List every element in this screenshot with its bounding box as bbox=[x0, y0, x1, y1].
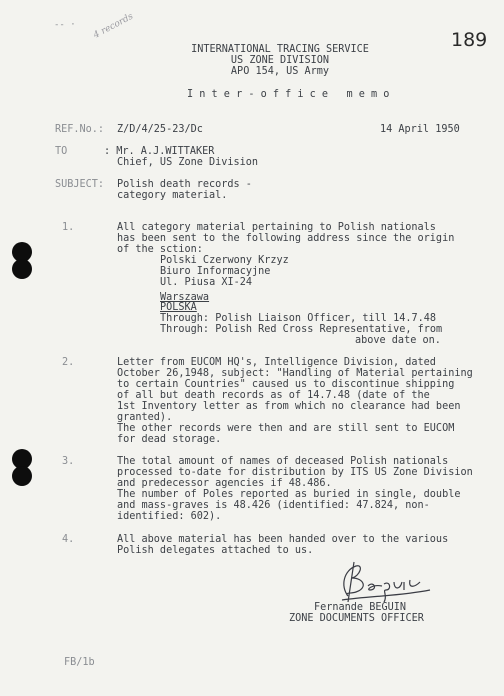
to-line-2: Chief, US Zone Division bbox=[117, 157, 259, 168]
item-2-line: Letter from EUCOM HQ's, Intelligence Division, dated bbox=[117, 357, 436, 368]
signatory-name: Fernande BEGUIN bbox=[314, 602, 407, 613]
ref-value: Z/D/4/25-23/Dc bbox=[117, 124, 203, 135]
punch-hole-4 bbox=[12, 466, 32, 486]
item-4-number: 4. bbox=[62, 534, 75, 545]
item-2-line: for dead storage. bbox=[117, 434, 222, 445]
item-1-number: 1. bbox=[62, 222, 75, 233]
item-2-line: 1st Inventory letter as from which no clearance had been bbox=[117, 401, 461, 412]
item-4-line: Polish delegates attached to us. bbox=[117, 545, 314, 556]
item-3-line: The total amount of names of deceased Polish nationals bbox=[117, 456, 449, 467]
through-line: Through: Polish Red Cross Representative, from bbox=[160, 324, 443, 335]
page-number: 189 bbox=[451, 29, 488, 51]
item-2-line: October 26,1948, subject: "Handling of Material pertaining bbox=[117, 368, 473, 379]
to-line-1: : Mr. A.J.WITTAKER bbox=[104, 146, 215, 157]
item-2-line: of all but death records as of 14.7.48 (date of the bbox=[117, 390, 430, 401]
item-3-line: processed to-date for distribution by ITS US Zone Division bbox=[117, 467, 473, 478]
subject-line-2: category material. bbox=[117, 190, 228, 201]
item-3-line: and mass-graves is 48.426 (identified: 47.824, non- bbox=[117, 500, 430, 511]
item-3-line: and predecessor agencies if 48.486. bbox=[117, 478, 332, 489]
address-country: POLSKA bbox=[160, 302, 197, 313]
subject-label: SUBJECT: bbox=[55, 179, 105, 190]
footer-initials: FB/1b bbox=[64, 657, 95, 668]
item-2-number: 2. bbox=[62, 357, 75, 368]
header-apo: APO 154, US Army bbox=[230, 66, 330, 77]
signatory-title: ZONE DOCUMENTS OFFICER bbox=[289, 613, 424, 624]
header-org: INTERNATIONAL TRACING SERVICE bbox=[191, 44, 369, 55]
item-3-number: 3. bbox=[62, 456, 75, 467]
to-label: TO bbox=[55, 146, 68, 157]
item-4-line: All above material has been handed over to the various bbox=[117, 534, 449, 545]
item-2-line: The other records were then and are still sent to EUCOM bbox=[117, 423, 455, 434]
header-division: US ZONE DIVISION bbox=[230, 55, 330, 66]
item-2-line: to certain Countries" caused us to discontinue shipping bbox=[117, 379, 455, 390]
item-1-line: of the sction: bbox=[117, 244, 203, 255]
item-1-line: has been sent to the following address since the origin bbox=[117, 233, 455, 244]
address-line: Ul. Piusa XI-24 bbox=[160, 277, 253, 288]
through-line: above date on. bbox=[355, 335, 441, 346]
subject-line-1: Polish death records - bbox=[117, 179, 252, 190]
address-line: Polski Czerwony Krzyz bbox=[160, 255, 289, 266]
ref-label: REF.No.: bbox=[55, 124, 105, 135]
punch-hole-2 bbox=[12, 259, 32, 279]
item-2-line: granted). bbox=[117, 412, 173, 423]
item-3-line: identified: 602). bbox=[117, 511, 222, 522]
memo-heading: I n t e r - o f f i c e m e m o bbox=[187, 89, 390, 100]
memo-date: 14 April 1950 bbox=[380, 124, 460, 135]
pencil-note: 4 records bbox=[92, 11, 135, 41]
item-3-line: The number of Poles reported as buried in single, double bbox=[117, 489, 461, 500]
through-line: Through: Polish Liaison Officer, till 14.7.48 bbox=[160, 313, 437, 324]
item-1-line: All category material pertaining to Polish nationals bbox=[117, 222, 436, 233]
address-city: Warszawa bbox=[160, 292, 210, 303]
corner-mark: -- · bbox=[54, 20, 76, 30]
handwritten-signature bbox=[330, 556, 440, 608]
address-line: Biuro Informacyjne bbox=[160, 266, 271, 277]
